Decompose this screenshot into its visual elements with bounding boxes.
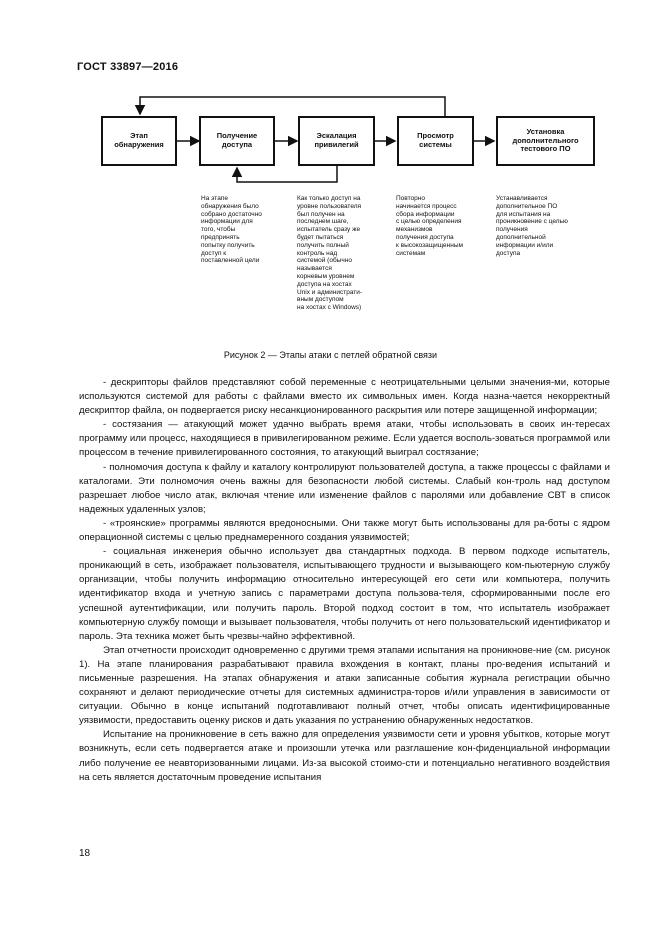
stage-box-system-browsing: Просмотр системы bbox=[397, 116, 474, 166]
note-privilege-escalation: Как только доступ на уровне пользователя был получен на последнем шаге, испытатель сразу же будет пытаться получить полный контроль над системой (обычно называется корневым уровнем доступа на хостах Unix и администрати- вным доступом на хостах с Windows) bbox=[297, 195, 363, 312]
note-gain-access: На этапе обнаружения было собрано достаточно информации для того, чтобы предпринять попытку получить доступ к поставленной цели bbox=[201, 195, 262, 265]
feedback-return-line bbox=[237, 164, 337, 182]
paragraph-file-descriptors: - дескрипторы файлов представляют собой переменные с неотрицательными целыми значения-ми, которые используются системой для работы с файлами вместо их символьных имен. Когда назна-чается некорректный дескриптор файла, он подвергается риску несанкционированного раскрытия или потере защищенной информации; bbox=[79, 377, 610, 417]
paragraph-network-testing: Испытание на проникновение в сеть важно для определения уязвимости сети и уровня убытков, которые могут возникнуть, если сеть подвергается атаке и произошли утечка или разглашение кон-фиденциальной информации либо получение ее неавторизованными лицами. Из-за высокой стоимо-сти и потенциально негативного воздействия на сеть является достаточным проведение испытания bbox=[79, 729, 610, 783]
paragraph-social-engineering: - социальная инженерия обычно использует два стандартных подхода. В первом подходе испытатель, проникающий в сеть, изображает пользователя, испытывающего трудности и вызывающего ком-пьютерную службу организации, чтобы получить информацию относительно интересующей его сети или компьютера, получить идентификатор входа и учетную запись с параметрами доступа пользова-теля, сформированными после его успешной аутентификации, или получить пароль. Второй подход состоит в том, что испытатель изображает компьютерную службу помощи и вызывает пользователя, чтобы получить от него пользовательский идентификатор и пароль. Эта техника может быть чрезвы-чайно эффективной. bbox=[79, 546, 610, 642]
paragraph-reporting: Этап отчетности происходит одновременно с другими тремя этапами испытания на проникнове-ние (см. рисунок 1). На этапе планирования разрабатывают правила вхождения в контакт, планы про-ведения испытаний и письменные разрешения. На этапах обнаружения и атаки записанные события журнала регистрации обычно сохраняют и делают периодические отчеты для системных администра-торов и/или управления в зависимости от ситуации. Обычно в конце испытаний подготавливают полный отчет, чтобы описать идентифицированные уязвимости, предоставить оценку рисков и дать указания по устранению обнаруженных недостатков. bbox=[79, 644, 610, 727]
stage-box-discovery: Этап обнаружения bbox=[101, 116, 177, 166]
figure-caption: Рисунок 2 — Этапы атаки с петлей обратной связи bbox=[223, 350, 438, 360]
stage-box-install-tools: Установка дополнительного тестового ПО bbox=[496, 116, 595, 166]
page-number: 18 bbox=[79, 848, 91, 859]
paragraph-trojans: - «троянские» программы являются вредоносными. Они также могут быть использованы для ра-боты с ядром операционной системы с целью преднамеренного создания уязвимостей; bbox=[79, 517, 610, 544]
feedback-loop-line bbox=[140, 97, 445, 116]
stage-box-gain-access: Получение доступа bbox=[199, 116, 275, 166]
note-system-browsing: Повторно начинается процесс сбора информации с целью определения механизмов получения доступа к высокозащищенным системам bbox=[396, 195, 463, 257]
attack-stages-diagram bbox=[0, 0, 661, 360]
body-text bbox=[79, 376, 610, 785]
note-install-tools: Устанавливается дополнительное ПО для испытания на проникновение с целью получения дополнительной информации и/или доступа bbox=[496, 195, 568, 257]
paragraph-file-permissions: - полномочия доступа к файлу и каталогу контролируют пользователей доступа, а также процессы с файлами и каталогами. Эти полномочия очень важны для безопасности любой системы. Слабый кон-троль над доступом разрешает любое число атак, включая чтение или изменение файлов с паролями или добавление СВТ в список надежных удаленных узлов; bbox=[79, 461, 610, 515]
paragraph-race-conditions: - состязания — атакующий может удачно выбрать время атаки, чтобы использовать в своих ин-тересах программу или процесс, находящиеся в привилегированном режиме. Если удается восполь-зоваться программой или процессом в течение привилегированного состояния, то атакующий выиграл состязание; bbox=[79, 419, 610, 459]
stage-box-privilege-escalation: Эскалация привилегий bbox=[298, 116, 375, 166]
document-header: ГОСТ 33897—2016 bbox=[77, 61, 179, 73]
